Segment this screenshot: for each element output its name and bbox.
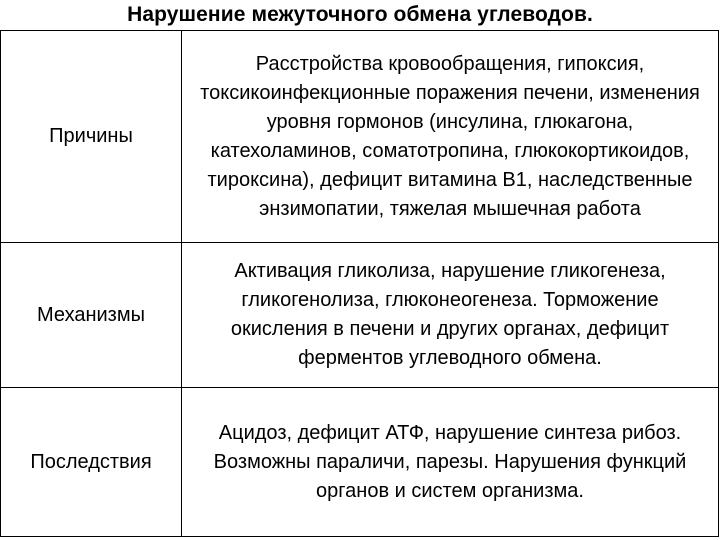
- table-row-causes: [1, 31, 719, 243]
- row-text-causes: Расстройства кровообращения, гипоксия, токсикоинфекционные поражения печени, изменения уровня гормонов (инсулина, глюкагона, катехоламинов, соматотропина, глюкокортикоидов, тироксина), дефицит витамина В1, наследственные энзимопатии, тяжелая мышечная работа: [182, 31, 719, 243]
- carbohydrate-metabolism-table: [0, 30, 719, 537]
- row-text-consequences: Ацидоз, дефицит АТФ, нарушение синтеза рибоз. Возможны параличи, парезы. Нарушения функций органов и систем организма.: [182, 388, 719, 537]
- page-title: Нарушение межуточного обмена углеводов.: [127, 3, 593, 26]
- row-text-mechanisms: Активация гликолиза, нарушение гликогенеза, гликогенолиза, глюконеогенеза. Торможение окисления в печени и других органах, дефицит ферментов углеводного обмена.: [182, 243, 719, 388]
- row-label-causes: Причины: [1, 31, 182, 243]
- table-row-consequences: [1, 388, 719, 537]
- row-label-consequences: Последствия: [1, 388, 182, 537]
- row-label-mechanisms: Механизмы: [1, 243, 182, 388]
- table-row-mechanisms: [1, 243, 719, 388]
